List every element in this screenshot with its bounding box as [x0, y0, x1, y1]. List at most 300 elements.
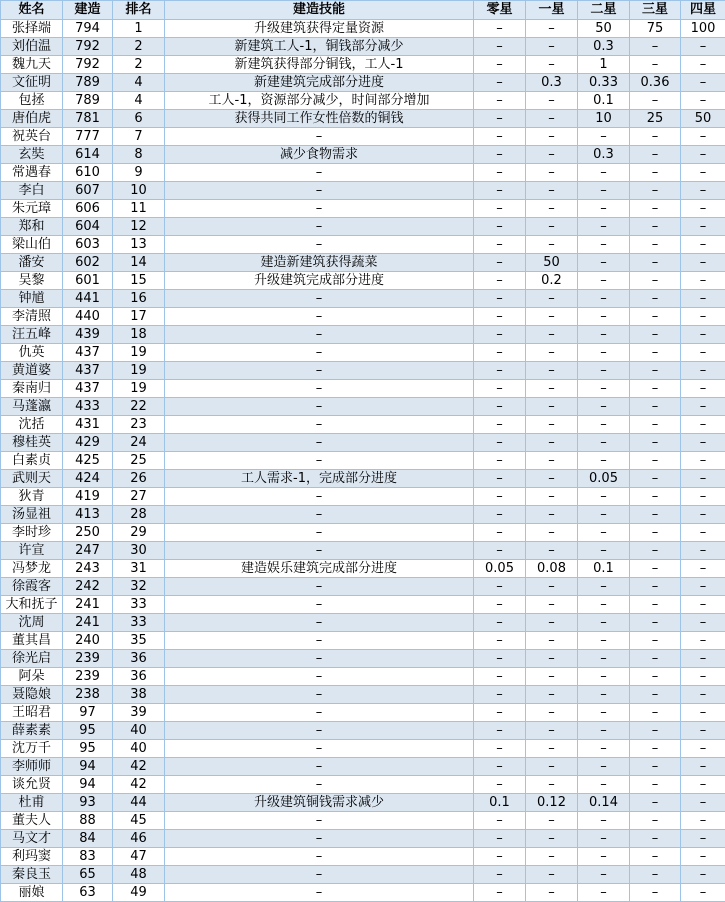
cell-one-star[interactable]: – [526, 524, 578, 542]
cell-three-star[interactable]: – [630, 146, 681, 164]
cell-build-skill[interactable]: 升级建筑获得定量资源 [165, 20, 474, 38]
cell-build[interactable]: 440 [63, 308, 113, 326]
cell-zero-star[interactable]: – [474, 470, 526, 488]
cell-zero-star[interactable]: – [474, 632, 526, 650]
cell-name[interactable]: 潘安 [1, 254, 63, 272]
cell-four-star[interactable]: – [681, 830, 725, 848]
cell-zero-star[interactable]: – [474, 128, 526, 146]
header-build-skill[interactable]: 建造技能 [165, 1, 474, 20]
cell-one-star[interactable]: – [526, 884, 578, 902]
cell-zero-star[interactable]: – [474, 722, 526, 740]
cell-three-star[interactable]: – [630, 164, 681, 182]
cell-build[interactable]: 93 [63, 794, 113, 812]
cell-zero-star[interactable]: – [474, 614, 526, 632]
cell-zero-star[interactable]: – [474, 704, 526, 722]
cell-build-skill[interactable]: – [165, 488, 474, 506]
cell-one-star[interactable]: – [526, 542, 578, 560]
cell-one-star[interactable]: – [526, 632, 578, 650]
cell-two-star[interactable]: 0.14 [578, 794, 630, 812]
cell-rank[interactable]: 17 [113, 308, 165, 326]
cell-build[interactable]: 239 [63, 668, 113, 686]
cell-name[interactable]: 李师师 [1, 758, 63, 776]
cell-one-star[interactable]: – [526, 38, 578, 56]
header-zero-star[interactable]: 零星 [474, 1, 526, 20]
cell-build[interactable]: 247 [63, 542, 113, 560]
cell-build[interactable]: 95 [63, 722, 113, 740]
cell-build-skill[interactable]: – [165, 128, 474, 146]
cell-build[interactable]: 63 [63, 884, 113, 902]
cell-three-star[interactable]: – [630, 290, 681, 308]
cell-name[interactable]: 杜甫 [1, 794, 63, 812]
cell-build[interactable]: 602 [63, 254, 113, 272]
cell-name[interactable]: 马蓬瀛 [1, 398, 63, 416]
cell-name[interactable]: 钟馗 [1, 290, 63, 308]
cell-build[interactable]: 792 [63, 56, 113, 74]
cell-rank[interactable]: 30 [113, 542, 165, 560]
cell-four-star[interactable]: – [681, 452, 725, 470]
header-four-star[interactable]: 四星 [681, 1, 725, 20]
cell-name[interactable]: 谈允贤 [1, 776, 63, 794]
header-three-star[interactable]: 三星 [630, 1, 681, 20]
cell-four-star[interactable]: – [681, 884, 725, 902]
cell-one-star[interactable]: – [526, 218, 578, 236]
cell-rank[interactable]: 25 [113, 452, 165, 470]
cell-rank[interactable]: 19 [113, 380, 165, 398]
cell-zero-star[interactable]: – [474, 452, 526, 470]
cell-two-star[interactable]: – [578, 614, 630, 632]
cell-name[interactable]: 狄青 [1, 488, 63, 506]
cell-name[interactable]: 张择端 [1, 20, 63, 38]
cell-two-star[interactable]: – [578, 488, 630, 506]
cell-three-star[interactable]: – [630, 794, 681, 812]
cell-four-star[interactable]: – [681, 74, 725, 92]
cell-four-star[interactable]: – [681, 524, 725, 542]
cell-zero-star[interactable]: – [474, 542, 526, 560]
cell-build[interactable]: 601 [63, 272, 113, 290]
cell-four-star[interactable]: – [681, 578, 725, 596]
cell-one-star[interactable]: – [526, 344, 578, 362]
cell-two-star[interactable]: – [578, 704, 630, 722]
cell-zero-star[interactable]: – [474, 38, 526, 56]
cell-four-star[interactable]: – [681, 398, 725, 416]
cell-zero-star[interactable]: – [474, 74, 526, 92]
cell-rank[interactable]: 2 [113, 56, 165, 74]
cell-rank[interactable]: 11 [113, 200, 165, 218]
cell-one-star[interactable]: – [526, 398, 578, 416]
cell-zero-star[interactable]: – [474, 434, 526, 452]
cell-two-star[interactable]: – [578, 632, 630, 650]
cell-one-star[interactable]: – [526, 776, 578, 794]
cell-rank[interactable]: 18 [113, 326, 165, 344]
cell-rank[interactable]: 19 [113, 362, 165, 380]
cell-four-star[interactable]: – [681, 146, 725, 164]
cell-one-star[interactable]: 50 [526, 254, 578, 272]
cell-two-star[interactable]: – [578, 416, 630, 434]
cell-four-star[interactable]: – [681, 560, 725, 578]
cell-name[interactable]: 秦良玉 [1, 866, 63, 884]
cell-zero-star[interactable]: – [474, 596, 526, 614]
cell-two-star[interactable]: – [578, 830, 630, 848]
cell-one-star[interactable]: – [526, 470, 578, 488]
cell-four-star[interactable]: – [681, 668, 725, 686]
cell-two-star[interactable]: – [578, 362, 630, 380]
cell-three-star[interactable]: – [630, 686, 681, 704]
cell-three-star[interactable]: – [630, 344, 681, 362]
cell-name[interactable]: 马文才 [1, 830, 63, 848]
cell-name[interactable]: 聂隐娘 [1, 686, 63, 704]
cell-build-skill[interactable]: – [165, 758, 474, 776]
cell-name[interactable]: 丽娘 [1, 884, 63, 902]
cell-three-star[interactable]: – [630, 56, 681, 74]
cell-three-star[interactable]: – [630, 38, 681, 56]
cell-zero-star[interactable]: – [474, 758, 526, 776]
cell-three-star[interactable]: – [630, 614, 681, 632]
cell-build-skill[interactable]: – [165, 866, 474, 884]
cell-rank[interactable]: 4 [113, 74, 165, 92]
cell-one-star[interactable]: – [526, 308, 578, 326]
cell-three-star[interactable]: – [630, 398, 681, 416]
cell-name[interactable]: 梁山伯 [1, 236, 63, 254]
cell-name[interactable]: 汪五峰 [1, 326, 63, 344]
cell-rank[interactable]: 8 [113, 146, 165, 164]
cell-name[interactable]: 李清照 [1, 308, 63, 326]
cell-two-star[interactable]: 0.33 [578, 74, 630, 92]
cell-zero-star[interactable]: – [474, 146, 526, 164]
cell-build[interactable]: 781 [63, 110, 113, 128]
cell-one-star[interactable]: 0.3 [526, 74, 578, 92]
cell-two-star[interactable]: – [578, 218, 630, 236]
cell-one-star[interactable]: – [526, 434, 578, 452]
cell-one-star[interactable]: – [526, 236, 578, 254]
cell-build-skill[interactable]: – [165, 650, 474, 668]
cell-zero-star[interactable]: – [474, 56, 526, 74]
cell-two-star[interactable]: 0.1 [578, 92, 630, 110]
cell-name[interactable]: 祝英台 [1, 128, 63, 146]
cell-three-star[interactable]: – [630, 308, 681, 326]
cell-zero-star[interactable]: – [474, 830, 526, 848]
cell-zero-star[interactable]: – [474, 344, 526, 362]
cell-two-star[interactable]: – [578, 776, 630, 794]
cell-four-star[interactable]: – [681, 272, 725, 290]
cell-one-star[interactable]: – [526, 92, 578, 110]
cell-build-skill[interactable]: – [165, 326, 474, 344]
cell-build-skill[interactable]: – [165, 632, 474, 650]
cell-build-skill[interactable]: – [165, 344, 474, 362]
cell-two-star[interactable]: – [578, 434, 630, 452]
cell-four-star[interactable]: – [681, 722, 725, 740]
cell-build[interactable]: 794 [63, 20, 113, 38]
cell-one-star[interactable]: – [526, 614, 578, 632]
cell-rank[interactable]: 28 [113, 506, 165, 524]
cell-one-star[interactable]: – [526, 758, 578, 776]
cell-zero-star[interactable]: – [474, 740, 526, 758]
cell-rank[interactable]: 36 [113, 668, 165, 686]
cell-rank[interactable]: 24 [113, 434, 165, 452]
cell-one-star[interactable]: – [526, 182, 578, 200]
cell-one-star[interactable]: – [526, 128, 578, 146]
cell-zero-star[interactable]: – [474, 650, 526, 668]
cell-rank[interactable]: 19 [113, 344, 165, 362]
cell-name[interactable]: 玄奘 [1, 146, 63, 164]
cell-rank[interactable]: 26 [113, 470, 165, 488]
cell-three-star[interactable]: – [630, 722, 681, 740]
cell-two-star[interactable]: – [578, 884, 630, 902]
cell-zero-star[interactable]: – [474, 506, 526, 524]
cell-two-star[interactable]: 10 [578, 110, 630, 128]
cell-rank[interactable]: 22 [113, 398, 165, 416]
cell-three-star[interactable]: – [630, 812, 681, 830]
cell-one-star[interactable]: – [526, 200, 578, 218]
cell-two-star[interactable]: 0.3 [578, 146, 630, 164]
cell-three-star[interactable]: 75 [630, 20, 681, 38]
cell-zero-star[interactable]: – [474, 326, 526, 344]
cell-two-star[interactable]: – [578, 200, 630, 218]
cell-build-skill[interactable]: 新建筑获得部分铜钱，工人-1 [165, 56, 474, 74]
cell-name[interactable]: 常遇春 [1, 164, 63, 182]
cell-four-star[interactable]: – [681, 848, 725, 866]
cell-one-star[interactable]: 0.12 [526, 794, 578, 812]
cell-build-skill[interactable]: – [165, 200, 474, 218]
cell-zero-star[interactable]: – [474, 380, 526, 398]
cell-rank[interactable]: 47 [113, 848, 165, 866]
cell-four-star[interactable]: – [681, 380, 725, 398]
cell-one-star[interactable]: – [526, 488, 578, 506]
cell-two-star[interactable]: – [578, 722, 630, 740]
cell-name[interactable]: 朱元璋 [1, 200, 63, 218]
cell-two-star[interactable]: 0.1 [578, 560, 630, 578]
cell-two-star[interactable]: – [578, 254, 630, 272]
cell-three-star[interactable]: – [630, 650, 681, 668]
cell-build[interactable]: 94 [63, 758, 113, 776]
cell-three-star[interactable]: – [630, 704, 681, 722]
cell-name[interactable]: 武则天 [1, 470, 63, 488]
cell-three-star[interactable]: 0.36 [630, 74, 681, 92]
cell-three-star[interactable]: – [630, 326, 681, 344]
cell-three-star[interactable]: – [630, 236, 681, 254]
cell-rank[interactable]: 46 [113, 830, 165, 848]
cell-four-star[interactable]: – [681, 542, 725, 560]
cell-zero-star[interactable]: – [474, 20, 526, 38]
cell-two-star[interactable]: – [578, 272, 630, 290]
cell-zero-star[interactable]: – [474, 776, 526, 794]
cell-rank[interactable]: 42 [113, 758, 165, 776]
cell-four-star[interactable]: – [681, 308, 725, 326]
cell-build-skill[interactable]: 新建建筑完成部分进度 [165, 74, 474, 92]
cell-rank[interactable]: 44 [113, 794, 165, 812]
cell-four-star[interactable]: 50 [681, 110, 725, 128]
cell-build-skill[interactable]: 建造娱乐建筑完成部分进度 [165, 560, 474, 578]
cell-four-star[interactable]: – [681, 416, 725, 434]
cell-two-star[interactable]: – [578, 542, 630, 560]
cell-name[interactable]: 冯梦龙 [1, 560, 63, 578]
cell-name[interactable]: 黄道婆 [1, 362, 63, 380]
cell-name[interactable]: 利玛窦 [1, 848, 63, 866]
cell-three-star[interactable]: – [630, 416, 681, 434]
cell-build-skill[interactable]: 升级建筑铜钱需求减少 [165, 794, 474, 812]
cell-build[interactable]: 437 [63, 380, 113, 398]
cell-name[interactable]: 吴黎 [1, 272, 63, 290]
cell-build-skill[interactable]: – [165, 506, 474, 524]
cell-name[interactable]: 董其昌 [1, 632, 63, 650]
cell-name[interactable]: 唐伯虎 [1, 110, 63, 128]
cell-two-star[interactable]: – [578, 164, 630, 182]
cell-rank[interactable]: 31 [113, 560, 165, 578]
cell-name[interactable]: 王昭君 [1, 704, 63, 722]
cell-two-star[interactable]: – [578, 758, 630, 776]
cell-two-star[interactable]: 0.05 [578, 470, 630, 488]
cell-two-star[interactable]: – [578, 650, 630, 668]
cell-zero-star[interactable]: – [474, 290, 526, 308]
cell-name[interactable]: 董夫人 [1, 812, 63, 830]
cell-one-star[interactable]: 0.08 [526, 560, 578, 578]
cell-build[interactable]: 604 [63, 218, 113, 236]
cell-build-skill[interactable]: – [165, 740, 474, 758]
cell-build[interactable]: 425 [63, 452, 113, 470]
cell-rank[interactable]: 1 [113, 20, 165, 38]
cell-rank[interactable]: 4 [113, 92, 165, 110]
cell-name[interactable]: 沈周 [1, 614, 63, 632]
cell-build[interactable]: 240 [63, 632, 113, 650]
cell-rank[interactable]: 40 [113, 722, 165, 740]
cell-rank[interactable]: 15 [113, 272, 165, 290]
cell-build-skill[interactable]: – [165, 596, 474, 614]
cell-three-star[interactable]: – [630, 632, 681, 650]
cell-three-star[interactable]: – [630, 272, 681, 290]
cell-three-star[interactable]: – [630, 578, 681, 596]
cell-rank[interactable]: 10 [113, 182, 165, 200]
cell-two-star[interactable]: – [578, 182, 630, 200]
cell-zero-star[interactable]: – [474, 578, 526, 596]
cell-build-skill[interactable]: – [165, 848, 474, 866]
cell-zero-star[interactable]: – [474, 524, 526, 542]
cell-one-star[interactable]: – [526, 848, 578, 866]
cell-build-skill[interactable]: – [165, 686, 474, 704]
cell-three-star[interactable]: 25 [630, 110, 681, 128]
cell-name[interactable]: 郑和 [1, 218, 63, 236]
cell-four-star[interactable]: – [681, 290, 725, 308]
header-build[interactable]: 建造 [63, 1, 113, 20]
cell-zero-star[interactable]: – [474, 686, 526, 704]
cell-rank[interactable]: 27 [113, 488, 165, 506]
cell-one-star[interactable]: – [526, 110, 578, 128]
cell-two-star[interactable]: – [578, 686, 630, 704]
cell-three-star[interactable]: – [630, 434, 681, 452]
cell-build-skill[interactable]: – [165, 830, 474, 848]
cell-build-skill[interactable]: – [165, 164, 474, 182]
cell-build[interactable]: 437 [63, 362, 113, 380]
cell-two-star[interactable]: – [578, 596, 630, 614]
cell-build[interactable]: 606 [63, 200, 113, 218]
header-one-star[interactable]: 一星 [526, 1, 578, 20]
cell-four-star[interactable]: – [681, 776, 725, 794]
cell-zero-star[interactable]: – [474, 848, 526, 866]
cell-build[interactable]: 607 [63, 182, 113, 200]
cell-one-star[interactable]: – [526, 830, 578, 848]
cell-rank[interactable]: 14 [113, 254, 165, 272]
cell-four-star[interactable]: – [681, 434, 725, 452]
cell-build-skill[interactable]: – [165, 434, 474, 452]
cell-name[interactable]: 薛素素 [1, 722, 63, 740]
cell-four-star[interactable]: – [681, 362, 725, 380]
cell-two-star[interactable]: – [578, 128, 630, 146]
cell-rank[interactable]: 45 [113, 812, 165, 830]
cell-three-star[interactable]: – [630, 560, 681, 578]
cell-one-star[interactable]: – [526, 20, 578, 38]
cell-two-star[interactable]: – [578, 866, 630, 884]
cell-build-skill[interactable]: – [165, 362, 474, 380]
cell-one-star[interactable]: – [526, 686, 578, 704]
cell-one-star[interactable]: – [526, 722, 578, 740]
cell-zero-star[interactable]: – [474, 164, 526, 182]
cell-build-skill[interactable]: – [165, 416, 474, 434]
cell-build-skill[interactable]: – [165, 524, 474, 542]
cell-name[interactable]: 秦南归 [1, 380, 63, 398]
cell-four-star[interactable]: – [681, 704, 725, 722]
cell-zero-star[interactable]: – [474, 272, 526, 290]
cell-three-star[interactable]: – [630, 542, 681, 560]
cell-rank[interactable]: 32 [113, 578, 165, 596]
cell-build[interactable]: 603 [63, 236, 113, 254]
cell-four-star[interactable]: – [681, 182, 725, 200]
cell-zero-star[interactable]: – [474, 668, 526, 686]
cell-one-star[interactable]: – [526, 452, 578, 470]
cell-rank[interactable]: 35 [113, 632, 165, 650]
cell-build-skill[interactable]: – [165, 182, 474, 200]
cell-two-star[interactable]: 0.3 [578, 38, 630, 56]
cell-build-skill[interactable]: 减少食物需求 [165, 146, 474, 164]
cell-two-star[interactable]: – [578, 398, 630, 416]
cell-rank[interactable]: 23 [113, 416, 165, 434]
cell-zero-star[interactable]: – [474, 812, 526, 830]
cell-rank[interactable]: 39 [113, 704, 165, 722]
cell-name[interactable]: 大和抚子 [1, 596, 63, 614]
cell-one-star[interactable]: – [526, 596, 578, 614]
cell-name[interactable]: 阿朵 [1, 668, 63, 686]
cell-one-star[interactable]: – [526, 866, 578, 884]
cell-rank[interactable]: 6 [113, 110, 165, 128]
cell-build-skill[interactable]: – [165, 542, 474, 560]
cell-one-star[interactable]: – [526, 56, 578, 74]
cell-build[interactable]: 243 [63, 560, 113, 578]
cell-build[interactable]: 614 [63, 146, 113, 164]
cell-four-star[interactable]: – [681, 326, 725, 344]
cell-zero-star[interactable]: – [474, 362, 526, 380]
cell-four-star[interactable]: – [681, 38, 725, 56]
cell-three-star[interactable]: – [630, 524, 681, 542]
cell-build[interactable]: 777 [63, 128, 113, 146]
cell-build-skill[interactable]: – [165, 704, 474, 722]
cell-two-star[interactable]: – [578, 344, 630, 362]
cell-four-star[interactable]: – [681, 164, 725, 182]
cell-two-star[interactable]: – [578, 812, 630, 830]
cell-four-star[interactable]: – [681, 506, 725, 524]
cell-build[interactable]: 424 [63, 470, 113, 488]
cell-three-star[interactable]: – [630, 182, 681, 200]
cell-build-skill[interactable]: – [165, 614, 474, 632]
cell-rank[interactable]: 33 [113, 614, 165, 632]
cell-rank[interactable]: 49 [113, 884, 165, 902]
cell-build-skill[interactable]: – [165, 236, 474, 254]
cell-build[interactable]: 431 [63, 416, 113, 434]
cell-zero-star[interactable]: – [474, 308, 526, 326]
cell-name[interactable]: 汤显祖 [1, 506, 63, 524]
cell-build-skill[interactable]: 获得共同工作女性倍数的铜钱 [165, 110, 474, 128]
cell-rank[interactable]: 48 [113, 866, 165, 884]
cell-four-star[interactable]: – [681, 614, 725, 632]
cell-four-star[interactable]: – [681, 740, 725, 758]
cell-two-star[interactable]: – [578, 668, 630, 686]
cell-build-skill[interactable]: 升级建筑完成部分进度 [165, 272, 474, 290]
